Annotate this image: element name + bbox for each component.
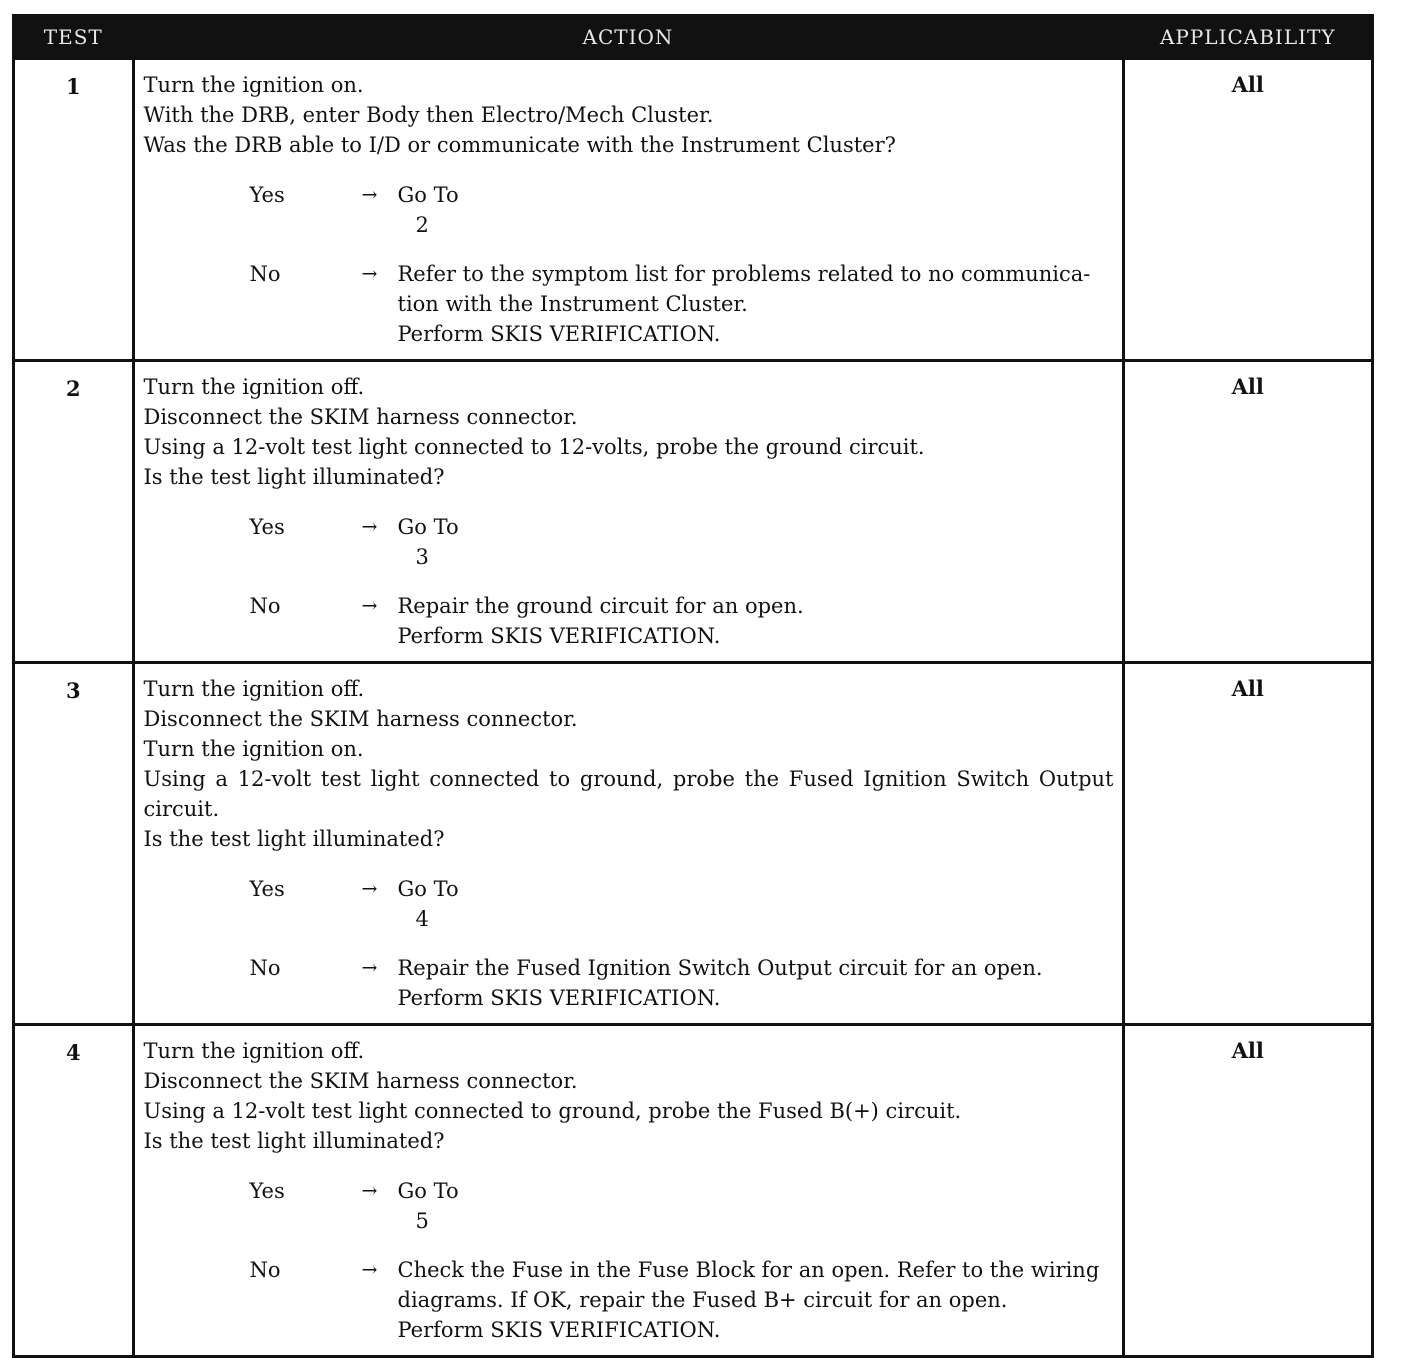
step-text: Is the test light illuminated? (143, 465, 445, 489)
goto-text (398, 874, 1114, 934)
step-text: Turn the ignition off. (143, 1039, 365, 1063)
no-label: No (249, 594, 281, 618)
outcome-no (250, 953, 1114, 1013)
no-action-line: Check the Fuse in the Fuse Block for an open. Refer to the wiring (397, 1258, 1100, 1282)
no-action-text (398, 953, 1114, 1013)
step-text: Is the test light illuminated? (143, 827, 445, 851)
outcome-no (250, 1255, 1114, 1345)
header-applicability: APPLICABILITY (1123, 17, 1371, 59)
no-action-line: Perform SKIS VERIFICATION. (397, 986, 721, 1010)
outcome-yes (250, 1176, 1114, 1236)
step-text: Using a 12-volt test light connected to 12-volts, probe the ground circuit. (143, 435, 925, 459)
no-action-line: diagrams. If OK, repair the Fused B+ circuit for an open. (397, 1288, 1008, 1312)
arrow-right-icon: → (361, 263, 378, 285)
action-cell (133, 59, 1123, 361)
no-action-line: Perform SKIS VERIFICATION. (397, 1318, 721, 1342)
goto-label: Go To (397, 877, 459, 901)
step-text: Using a 12-volt test light connected to ground, probe the Fused Ignition Switch Output circuit. (143, 767, 1114, 821)
step-text: Disconnect the SKIM harness connector. (143, 707, 578, 731)
arrow-right-icon: → (361, 878, 378, 900)
no-action-line: tion with the Instrument Cluster. (397, 292, 748, 316)
action-cell (133, 1025, 1123, 1356)
step-text: Is the test light illuminated? (143, 1129, 445, 1153)
outcome-yes (250, 180, 1114, 240)
test-number: 3 (15, 663, 133, 1025)
diagnostic-test-table (12, 14, 1374, 1358)
applicability-value: All (1123, 59, 1371, 361)
goto-text (398, 512, 1114, 572)
step-text: With the DRB, enter Body then Electro/Mech Cluster. (143, 103, 714, 127)
arrow-right-icon: → (361, 516, 378, 538)
test-number: 1 (15, 59, 133, 361)
goto-label: Go To (397, 515, 459, 539)
no-action-line: Repair the ground circuit for an open. (397, 594, 804, 618)
outcome-no (250, 591, 1114, 651)
step-text: Disconnect the SKIM harness connector. (143, 1069, 578, 1093)
step-text: Using a 12-volt test light connected to ground, probe the Fused B(+) circuit. (143, 1099, 962, 1123)
outcome-yes (250, 512, 1114, 572)
test-number: 4 (15, 1025, 133, 1356)
outcome-no (250, 259, 1114, 349)
goto-label: Go To (397, 1179, 459, 1203)
no-action-line: Refer to the symptom list for problems related to no communica- (397, 262, 1091, 286)
header-test: TEST (15, 17, 133, 59)
yes-label: Yes (249, 183, 285, 207)
header-action: ACTION (133, 17, 1123, 59)
goto-text (398, 1176, 1114, 1236)
goto-target: 4 (415, 907, 429, 931)
outcome-yes (250, 874, 1114, 934)
arrow-right-icon: → (361, 957, 378, 979)
step-text: Turn the ignition on. (143, 737, 364, 761)
action-cell (133, 663, 1123, 1025)
table-row (15, 663, 1371, 1025)
arrow-right-icon: → (361, 1180, 378, 1202)
table-row (15, 1025, 1371, 1356)
yes-label: Yes (249, 515, 285, 539)
applicability-value: All (1123, 663, 1371, 1025)
applicability-value: All (1123, 361, 1371, 663)
no-label: No (249, 262, 281, 286)
goto-target: 3 (415, 545, 429, 569)
no-action-text (398, 591, 1114, 651)
table-row (15, 361, 1371, 663)
arrow-right-icon: → (361, 1259, 378, 1281)
arrow-right-icon: → (361, 595, 378, 617)
no-action-line: Perform SKIS VERIFICATION. (397, 322, 721, 346)
step-text: Turn the ignition off. (143, 677, 365, 701)
yes-label: Yes (249, 877, 285, 901)
no-action-text (398, 259, 1114, 349)
goto-label: Go To (397, 183, 459, 207)
applicability-value: All (1123, 1025, 1371, 1356)
goto-target: 5 (415, 1209, 429, 1233)
step-text: Was the DRB able to I/D or communicate with the Instrument Cluster? (143, 133, 896, 157)
no-label: No (249, 956, 281, 980)
test-number: 2 (15, 361, 133, 663)
goto-text (398, 180, 1114, 240)
no-label: No (249, 1258, 281, 1282)
step-text: Turn the ignition on. (143, 73, 364, 97)
table-row (15, 59, 1371, 361)
goto-target: 2 (415, 213, 429, 237)
header-row (15, 17, 1371, 59)
arrow-right-icon: → (361, 184, 378, 206)
step-text: Disconnect the SKIM harness connector. (143, 405, 578, 429)
yes-label: Yes (249, 1179, 285, 1203)
no-action-text (398, 1255, 1114, 1345)
step-text: Turn the ignition off. (143, 375, 365, 399)
no-action-line: Repair the Fused Ignition Switch Output circuit for an open. (397, 956, 1043, 980)
action-cell (133, 361, 1123, 663)
no-action-line: Perform SKIS VERIFICATION. (397, 624, 721, 648)
